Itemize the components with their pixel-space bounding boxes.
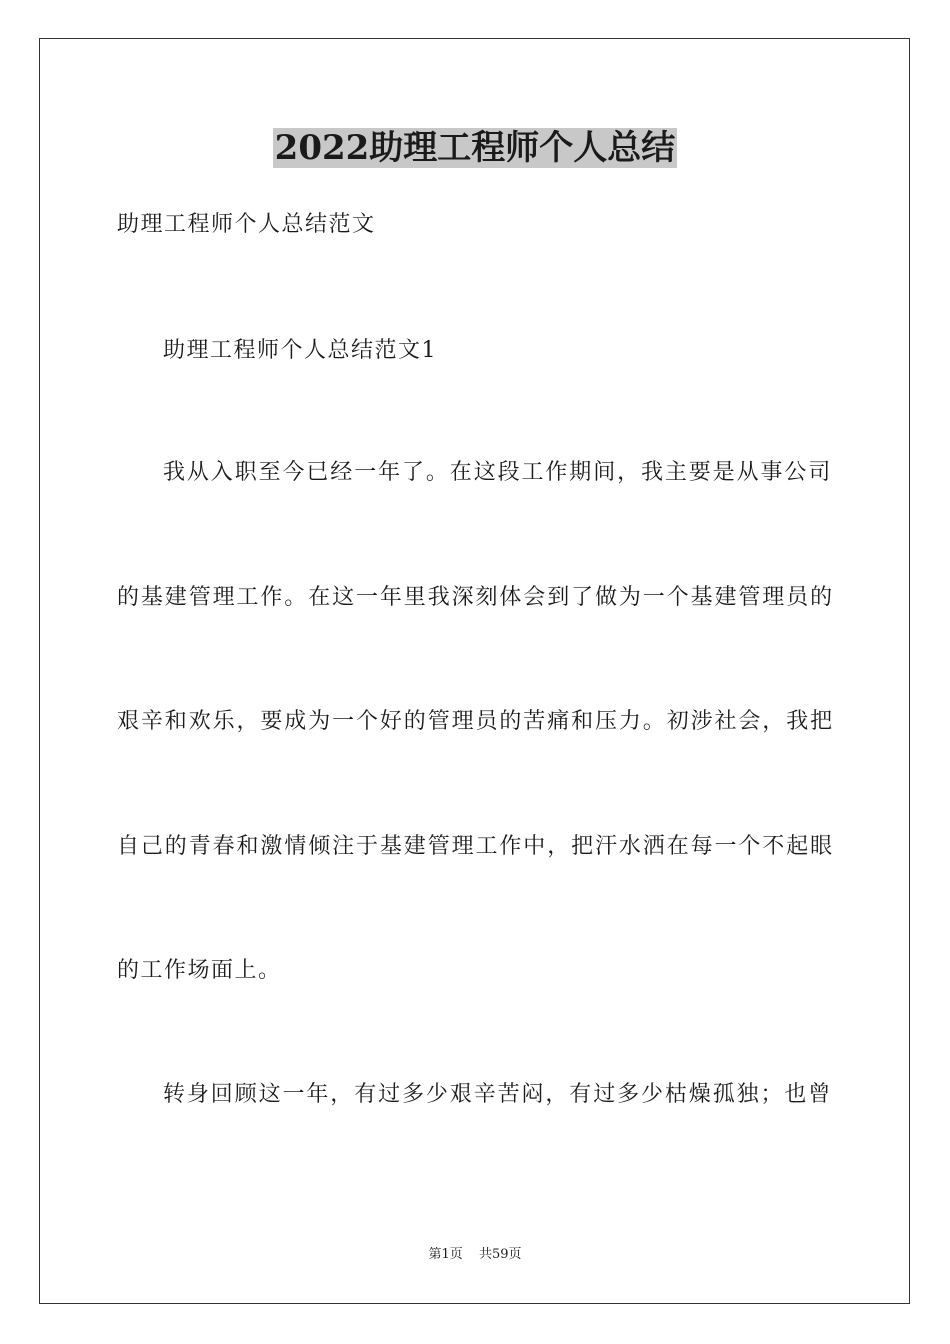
document-subtitle: 助理工程师个人总结范文 (117, 212, 376, 237)
paragraph-line: 艰辛和欢乐，要成为一个好的管理员的苦痛和压力。初涉社会，我把 (117, 709, 835, 734)
paragraph-line: 转身回顾这一年，有过多少艰辛苦闷，有过多少枯燥孤独；也曾 (163, 1082, 833, 1107)
section-heading: 助理工程师个人总结范文1 (163, 338, 437, 363)
paragraph-line: 我从入职至今已经一年了。在这段工作期间，我主要是从事公司 (163, 460, 833, 485)
paragraph-line: 的工作场面上。 (117, 958, 282, 983)
page-footer (0, 1246, 950, 1264)
document-title: 2022助理工程师个人总结 (274, 128, 676, 168)
page-number: 第1页 (428, 1247, 463, 1262)
page-total: 共59页 (478, 1247, 522, 1262)
paragraph-line: 自己的青春和激情倾注于基建管理工作中，把汗水洒在每一个不起眼 (117, 834, 835, 859)
paragraph-line: 的基建管理工作。在这一年里我深刻体会到了做为一个基建管理员的 (117, 585, 835, 610)
